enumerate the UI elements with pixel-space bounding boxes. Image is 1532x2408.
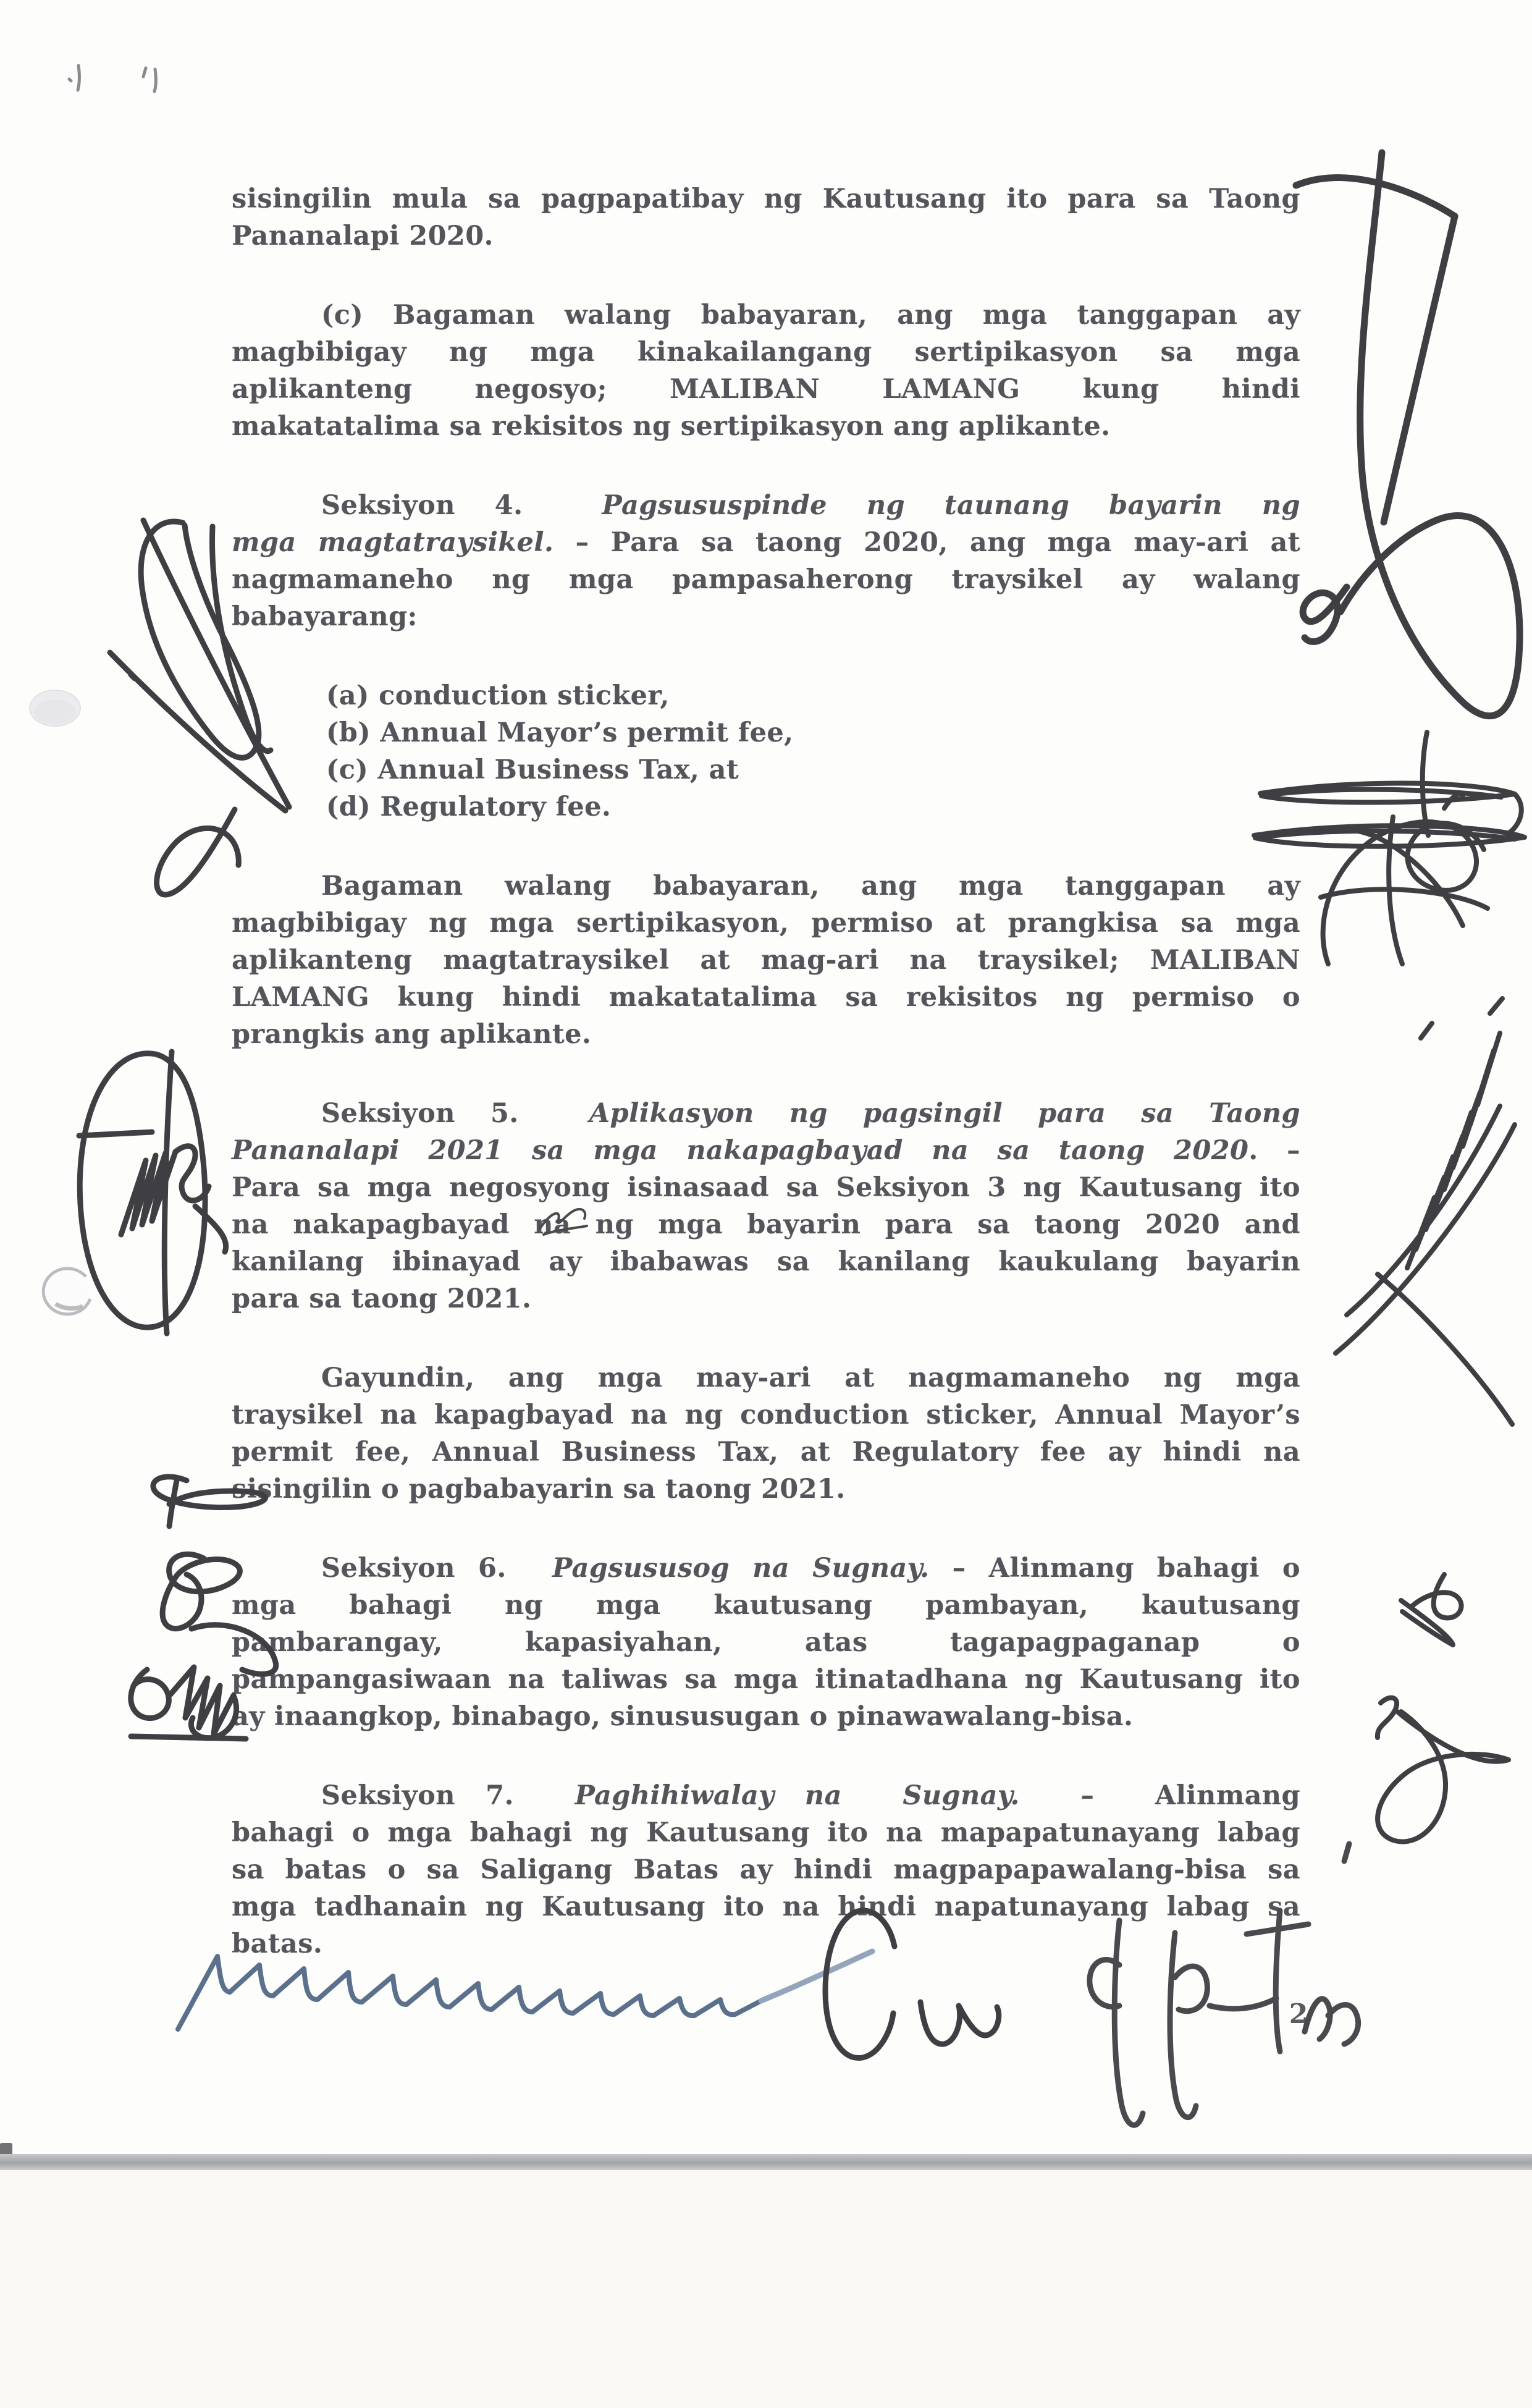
text-run: na nakapagbayad na ng mga bayarin para sa taong 2020 and bbox=[232, 1209, 1300, 1240]
document-line bbox=[232, 334, 1300, 371]
text-run: – Alinmang bahagi o bbox=[929, 1553, 1300, 1584]
text-run: Pananalapi 2021 sa mga nakapagbayad na sa taong 2020 bbox=[232, 1135, 1249, 1166]
text-run: (a) conduction sticker, bbox=[326, 680, 670, 711]
hole-punch bbox=[37, 1263, 105, 1319]
text-run: (b) Annual Mayor’s permit fee, bbox=[326, 717, 794, 748]
text-run: makatatalima sa rekisitos ng sertipikasyon ang aplikante. bbox=[232, 411, 1111, 442]
document-line bbox=[232, 524, 1300, 561]
text-run: Pagsususpinde ng taunang bayarin ng bbox=[602, 490, 1300, 521]
text-run: Pananalapi 2020. bbox=[232, 221, 494, 251]
text-run: Para sa mga negosyong isinasaad sa Seksiyon 3 ng Kautusang ito bbox=[232, 1172, 1300, 1203]
text-run: – Para sa taong 2020, ang mga may-ari at bbox=[553, 527, 1300, 558]
text-run: Seksiyon 6. bbox=[321, 1553, 552, 1584]
document-line bbox=[232, 561, 1300, 598]
text-run: Gayundin, ang mga may-ari at nagmamaneho ng mga bbox=[321, 1362, 1300, 1393]
document-line bbox=[232, 979, 1300, 1016]
document-line bbox=[232, 1925, 1300, 1962]
document-line bbox=[232, 598, 1300, 635]
document-line bbox=[232, 1550, 1300, 1587]
page-bottom-edge bbox=[0, 2154, 1532, 2170]
document-line bbox=[232, 905, 1300, 942]
document-line bbox=[232, 408, 1300, 445]
text-run: para sa taong 2021. bbox=[232, 1283, 532, 1314]
text-run: sisingilin mula sa pagpapatibay ng Kautusang ito para sa Taong bbox=[232, 184, 1300, 214]
paragraph bbox=[232, 868, 1300, 1053]
text-run: (c) Bagaman walang babayaran, ang mga tanggapan ay bbox=[321, 300, 1300, 331]
hole-punch bbox=[27, 688, 84, 728]
document-line bbox=[232, 1814, 1300, 1851]
document-line bbox=[232, 371, 1300, 408]
text-run: . – bbox=[1248, 1135, 1300, 1166]
paragraph bbox=[232, 487, 1300, 635]
text-run: traysikel na kapagbayad na ng conduction sticker, Annual Mayor’s bbox=[232, 1400, 1300, 1430]
document-line bbox=[232, 1169, 1300, 1206]
document-line bbox=[232, 1396, 1300, 1434]
page-number: 2 bbox=[1289, 1998, 1308, 2030]
document-line bbox=[232, 180, 1300, 218]
text-run: (c) Annual Business Tax, at bbox=[326, 754, 739, 785]
document-text-block bbox=[232, 180, 1300, 1962]
text-run: – Alinmang bbox=[1019, 1780, 1300, 1811]
document-line bbox=[232, 942, 1300, 979]
text-run: aplikanteng magtatraysikel at mag-ari na traysikel; MALIBAN bbox=[232, 945, 1300, 976]
document-line bbox=[232, 1206, 1300, 1243]
text-run: kanilang ibinayad ay ibabawas sa kanilang kaukulang bayarin bbox=[232, 1246, 1300, 1277]
document-line bbox=[326, 677, 1300, 714]
text-run: magbibigay ng mga kinakailangang sertipikasyon sa mga bbox=[232, 337, 1300, 368]
text-run: Bagaman walang babayaran, ang mga tanggapan ay bbox=[321, 871, 1300, 902]
paragraph bbox=[232, 1550, 1300, 1735]
text-run: Seksiyon 7. bbox=[321, 1780, 575, 1811]
text-run: Seksiyon 5. bbox=[321, 1098, 589, 1129]
document-line bbox=[232, 487, 1300, 524]
text-run: sisingilin o pagbabayarin sa taong 2021. bbox=[232, 1474, 846, 1505]
text-run: babayarang: bbox=[232, 601, 418, 632]
document-line bbox=[232, 1587, 1300, 1624]
scanner-background bbox=[0, 2170, 1532, 2408]
document-line bbox=[232, 1016, 1300, 1053]
paragraph bbox=[232, 1359, 1300, 1508]
document-line bbox=[232, 1698, 1300, 1735]
document-line bbox=[232, 1661, 1300, 1698]
text-run: batas. bbox=[232, 1929, 323, 1959]
text-run: ay inaangkop, binabago, sinususugan o pinawawalang-bisa. bbox=[232, 1701, 1134, 1732]
document-line bbox=[232, 868, 1300, 905]
document-line bbox=[232, 1095, 1300, 1132]
text-run: pampangasiwaan na taliwas sa mga itinatadhana ng Kautusang ito bbox=[232, 1664, 1300, 1695]
document-line bbox=[232, 1888, 1300, 1925]
document-line bbox=[232, 297, 1300, 334]
paragraph bbox=[232, 180, 1300, 255]
text-run: permit fee, Annual Business Tax, at Regulatory fee ay hindi na bbox=[232, 1437, 1300, 1468]
document-line bbox=[326, 714, 1300, 751]
document-line bbox=[232, 1243, 1300, 1280]
document-line bbox=[232, 1851, 1300, 1888]
document-line bbox=[232, 218, 1300, 255]
document-line bbox=[232, 1280, 1300, 1317]
fee-list bbox=[232, 677, 1300, 826]
document-line bbox=[232, 1471, 1300, 1508]
text-run: bahagi o mga bahagi ng Kautusang ito na mapapatunayang labag bbox=[232, 1817, 1300, 1848]
text-run: (d) Regulatory fee. bbox=[326, 792, 612, 822]
document-line bbox=[326, 788, 1300, 826]
text-run: magbibigay ng mga sertipikasyon, permiso at prangkisa sa mga bbox=[232, 908, 1300, 939]
paragraph bbox=[232, 297, 1300, 445]
text-run: Seksiyon 4. bbox=[321, 490, 602, 521]
text-run: nagmamaneho ng mga pampasaherong traysikel ay walang bbox=[232, 564, 1300, 595]
document-line bbox=[232, 1434, 1300, 1471]
text-run: pambarangay, kapasiyahan, atas tagapagpaganap o bbox=[232, 1627, 1300, 1658]
text-run: prangkis ang aplikante. bbox=[232, 1019, 592, 1050]
text-run: LAMANG kung hindi makatatalima sa rekisitos ng permiso o bbox=[232, 982, 1300, 1013]
document-line bbox=[326, 751, 1300, 788]
text-run: sa batas o sa Saligang Batas ay hindi magpapapawalang-bisa sa bbox=[232, 1854, 1300, 1885]
text-run: Paghihiwalay na Sugnay. bbox=[574, 1780, 1020, 1811]
document-line bbox=[232, 1359, 1300, 1396]
text-run: mga tadhanain ng Kautusang ito na hindi napatunayang labag sa bbox=[232, 1891, 1300, 1922]
text-run: aplikanteng negosyo; MALIBAN LAMANG kung hindi bbox=[232, 374, 1300, 405]
document-line bbox=[232, 1132, 1300, 1169]
text-run: mga bahagi ng mga kautusang pambayan, kautusang bbox=[232, 1590, 1300, 1621]
text-run: Aplikasyon ng pagsingil para sa Taong bbox=[589, 1098, 1300, 1129]
document-line bbox=[232, 1624, 1300, 1661]
document-line bbox=[232, 1777, 1300, 1814]
text-run: Pagsususog na Sugnay. bbox=[552, 1553, 930, 1584]
text-run: mga magtatraysikel. bbox=[232, 527, 554, 558]
paragraph bbox=[232, 1095, 1300, 1317]
paragraph bbox=[232, 1777, 1300, 1962]
